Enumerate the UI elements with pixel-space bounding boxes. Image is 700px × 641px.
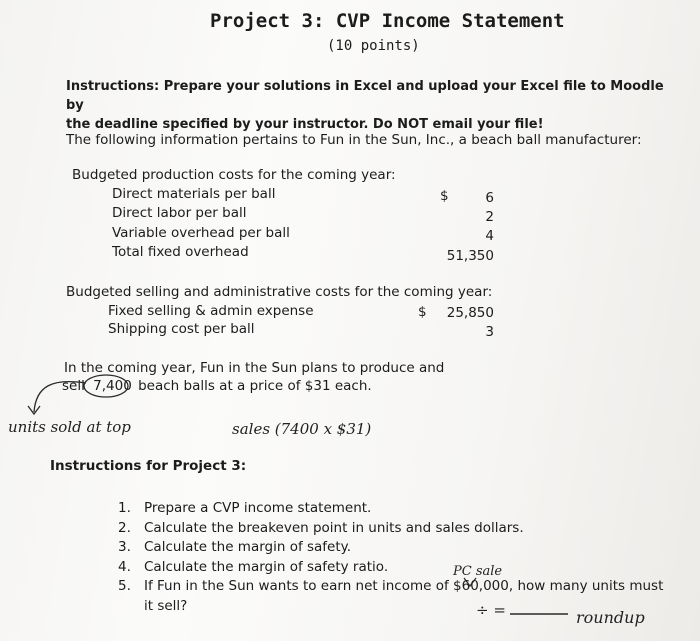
points-subtitle: (10 points) [327, 38, 420, 54]
task-item: 2. Calculate the breakeven point in units and sales dollars. [118, 519, 524, 536]
task-item-continued: it sell? [144, 597, 188, 614]
arrow-stroke [34, 382, 86, 412]
plan-price-text: beach balls at a price of $31 each. [138, 378, 372, 394]
task-item: 1. Prepare a CVP income statement. [118, 500, 372, 516]
production-item-label: Total fixed overhead [112, 244, 249, 260]
handwritten-roundup: roundup [576, 608, 645, 627]
task-item: 4. Calculate the margin of safety ratio. [118, 558, 389, 575]
handwritten-units-note: units sold at top [8, 418, 131, 436]
project-heading: Instructions for Project 3: [50, 458, 247, 474]
selling-heading: Budgeted selling and administrative costs for the coming year: [66, 284, 493, 300]
task-list [118, 499, 684, 616]
selling-item-value: 3 [485, 324, 494, 340]
selling-item-label: Fixed selling & admin expense [108, 303, 314, 319]
handwritten-divide: ÷ = [476, 601, 506, 619]
production-item-label: Direct labor per ball [112, 205, 247, 221]
planned-units: 7,400 [93, 378, 132, 394]
production-heading: Budgeted production costs for the coming year: [72, 167, 396, 183]
task-item: 5. If Fun in the Sun wants to earn net income of $60,000, how many units must [118, 578, 664, 594]
production-item-label: Variable overhead per ball [112, 225, 290, 241]
page-title: Project 3: CVP Income Statement [210, 10, 565, 32]
production-item-value: 4 [485, 228, 494, 244]
plan-sell-word: sell [62, 378, 85, 394]
circle-mark [84, 375, 128, 397]
production-item-label: Direct materials per ball [112, 186, 276, 202]
handwritten-pc-sale: PC sale [453, 564, 503, 579]
selling-item-label: Shipping cost per ball [108, 321, 255, 337]
production-item-value: 2 [485, 209, 494, 225]
intro-text: The following information pertains to Fun in the Sun, Inc., a beach ball manufacturer: [66, 132, 642, 148]
handwritten-sales-note: sales (7400 x $31) [232, 420, 372, 438]
task-item: 3. Calculate the margin of safety. [118, 539, 352, 555]
production-item-value: 6 [485, 190, 494, 206]
plan-line-1: In the coming year, Fun in the Sun plans to produce and [64, 360, 445, 376]
currency-symbol: $ [418, 304, 427, 320]
currency-symbol: $ [440, 188, 449, 204]
production-item-value: 51,350 [446, 248, 494, 264]
instructions-line-1: Instructions: Prepare your solutions in Excel and upload your Excel file to Moodle by [66, 79, 664, 113]
selling-item-value: 25,850 [446, 305, 494, 321]
instructions-line-2: the deadline specified by your instructor. Do NOT email your file! [66, 117, 544, 132]
